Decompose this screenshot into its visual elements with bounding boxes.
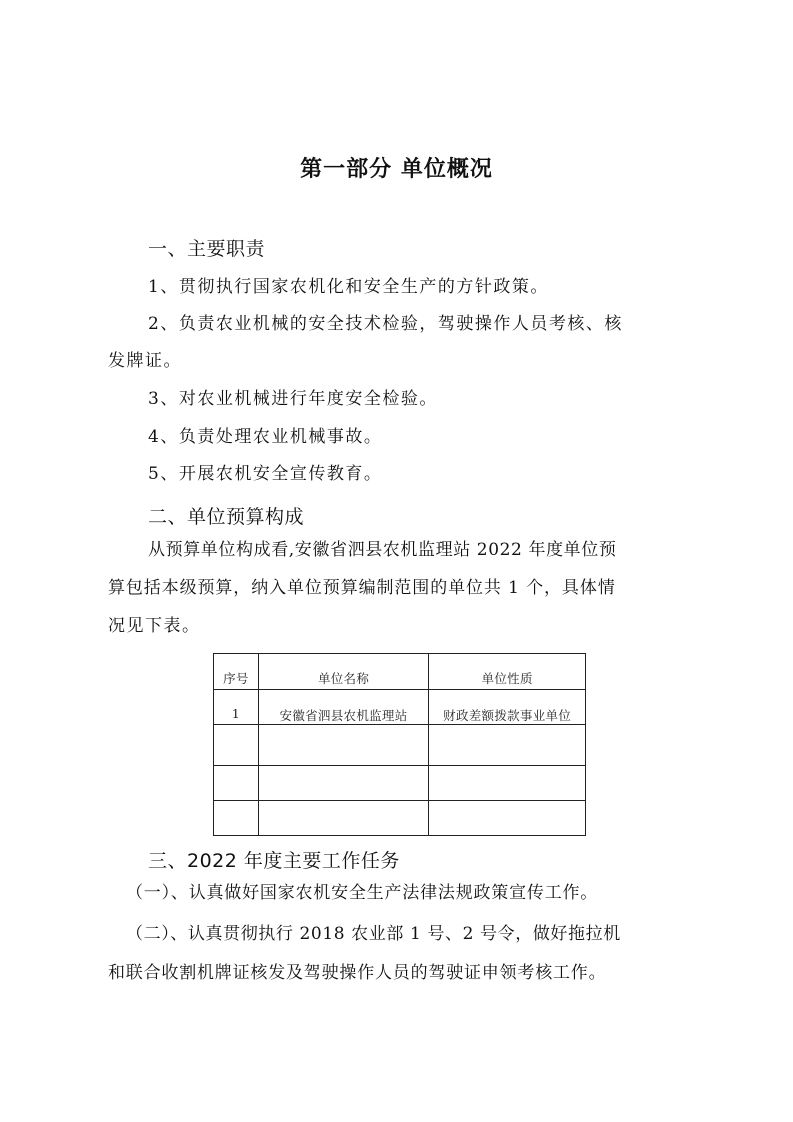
budget-paragraph-line-2: 算包括本级预算，纳入单位预算编制范围的单位共 1 个，具体情 <box>108 578 616 598</box>
unit-table <box>213 653 586 836</box>
table-row-empty <box>214 766 586 801</box>
section-heading-budget-composition: 二、单位预算构成 <box>148 506 305 528</box>
table-row <box>214 690 586 725</box>
task-line-1: （一）、认真做好国家农机安全生产法律法规政策宣传工作。 <box>126 883 599 903</box>
budget-paragraph-line-1: 从预算单位构成看,安徽省泗县农机监理站 2022 年度单位预 <box>148 540 617 560</box>
cell-unit-nature: 财政差额拨款事业单位 <box>429 690 586 725</box>
table-row-empty <box>214 725 586 766</box>
section-heading-duties: 一、主要职责 <box>148 238 266 260</box>
table-header-row <box>214 654 586 690</box>
cell-serial: 1 <box>214 690 259 725</box>
duty-item-5: 5、开展农机安全宣传教育。 <box>148 464 383 484</box>
table-row-empty <box>214 801 586 836</box>
duty-item-1: 1、贯彻执行国家农机化和安全生产的方针政策。 <box>148 277 549 297</box>
cell-unit-name: 安徽省泗县农机监理站 <box>258 690 429 725</box>
task-line-3: 和联合收割机牌证核发及驾驶操作人员的驾驶证申领考核工作。 <box>108 963 607 983</box>
section-heading-main-tasks: 三、2022 年度主要工作任务 <box>148 850 400 872</box>
header-serial: 序号 <box>214 654 259 690</box>
budget-paragraph-line-3: 况见下表。 <box>108 616 201 636</box>
header-unit-nature: 单位性质 <box>429 654 586 690</box>
duty-item-4: 4、负责处理农业机械事故。 <box>148 427 383 447</box>
duty-item-2: 2、负责农业机械的安全技术检验，驾驶操作人员考核、核 <box>148 314 623 334</box>
task-line-2: （二）、认真贯彻执行 2018 农业部 1 号、2 号令，做好拖拉机 <box>126 924 621 944</box>
duty-item-2-continued: 发牌证。 <box>108 351 182 371</box>
header-unit-name: 单位名称 <box>258 654 429 690</box>
duty-item-3: 3、对农业机械进行年度安全检验。 <box>148 389 438 409</box>
page-title: 第一部分 单位概况 <box>300 157 493 182</box>
